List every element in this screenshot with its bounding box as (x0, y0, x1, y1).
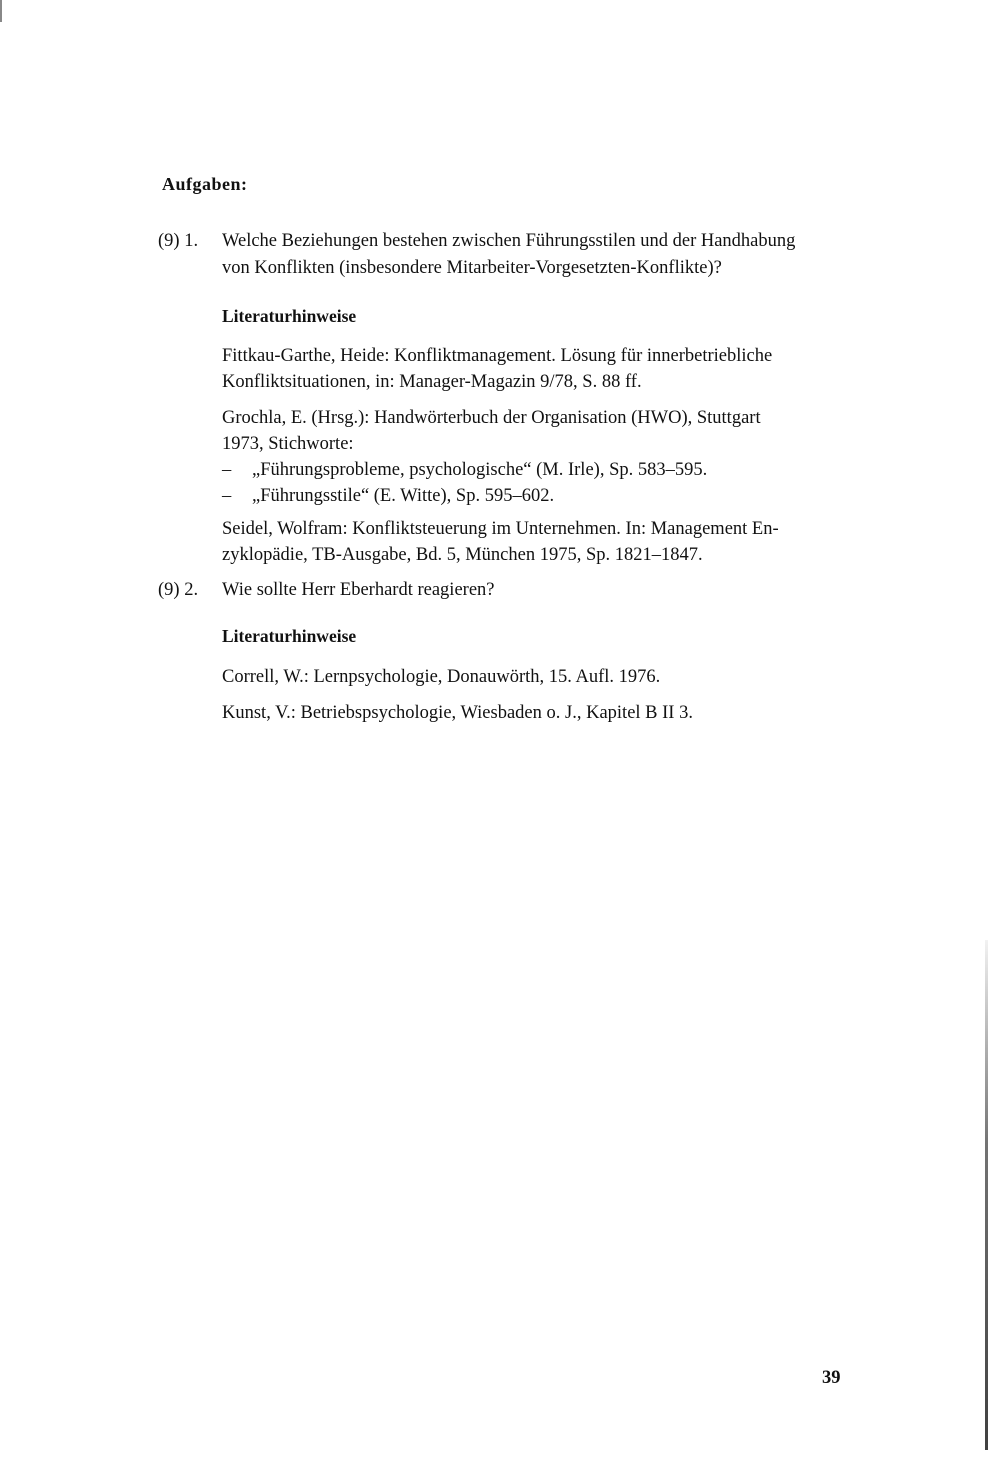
reference-subitem-text: „Führungsprobleme, psychologische“ (M. Irle), Sp. 583–595. (252, 460, 708, 480)
reference-line: zyklopädie, TB-Ausgabe, Bd. 5, München 1975, Sp. 1821–1847. (222, 545, 703, 565)
reference-subitem-text: „Führungsstile“ (E. Witte), Sp. 595–602. (252, 486, 555, 506)
reference-subitem (222, 457, 862, 483)
task-2-literature-heading: Literaturhinweise (222, 626, 357, 646)
scan-corner-mark (0, 0, 2, 22)
page-number: 39 (822, 1368, 841, 1388)
reference-line: Seidel, Wolfram: Konfliktsteuerung im Unternehmen. In: Management En- (222, 519, 779, 539)
task-1-number: (9) 1. (158, 231, 199, 251)
list-dash: – (222, 486, 232, 506)
reference-correll (222, 664, 862, 690)
reference-line: Kunst, V.: Betriebspsychologie, Wiesbaden o. J., Kapitel B II 3. (222, 703, 693, 723)
reference-subitem (222, 483, 862, 509)
scan-edge-shadow (985, 940, 988, 1450)
reference-grochla (222, 405, 862, 509)
reference-seidel (222, 516, 862, 568)
reference-line: Grochla, E. (Hrsg.): Handwörterbuch der Organisation (HWO), Stuttgart (222, 408, 761, 428)
reference-fittkau (222, 343, 862, 395)
reference-line: Konfliktsituationen, in: Manager-Magazin 9/78, S. 88 ff. (222, 372, 642, 392)
task-1-question (222, 228, 862, 282)
task-2-question-line: Wie sollte Herr Eberhardt reagieren? (222, 580, 495, 600)
list-dash: – (222, 460, 232, 480)
task-1-literature-heading: Literaturhinweise (222, 306, 357, 326)
reference-line: 1973, Stichworte: (222, 434, 354, 454)
reference-line: Fittkau-Garthe, Heide: Konfliktmanagement. Lösung für innerbetriebliche (222, 346, 773, 366)
reference-line: Correll, W.: Lernpsychologie, Donauwörth, 15. Aufl. 1976. (222, 667, 661, 687)
task-2-question (222, 577, 862, 604)
task-2-number: (9) 2. (158, 580, 199, 600)
task-1-question-line: von Konflikten (insbesondere Mitarbeiter-Vorgesetzten-Konflikte)? (222, 258, 722, 278)
reference-kunst (222, 700, 862, 726)
task-1-question-line: Welche Beziehungen bestehen zwischen Führungsstilen und der Handhabung (222, 231, 796, 251)
section-heading: Aufgaben: (162, 174, 248, 194)
